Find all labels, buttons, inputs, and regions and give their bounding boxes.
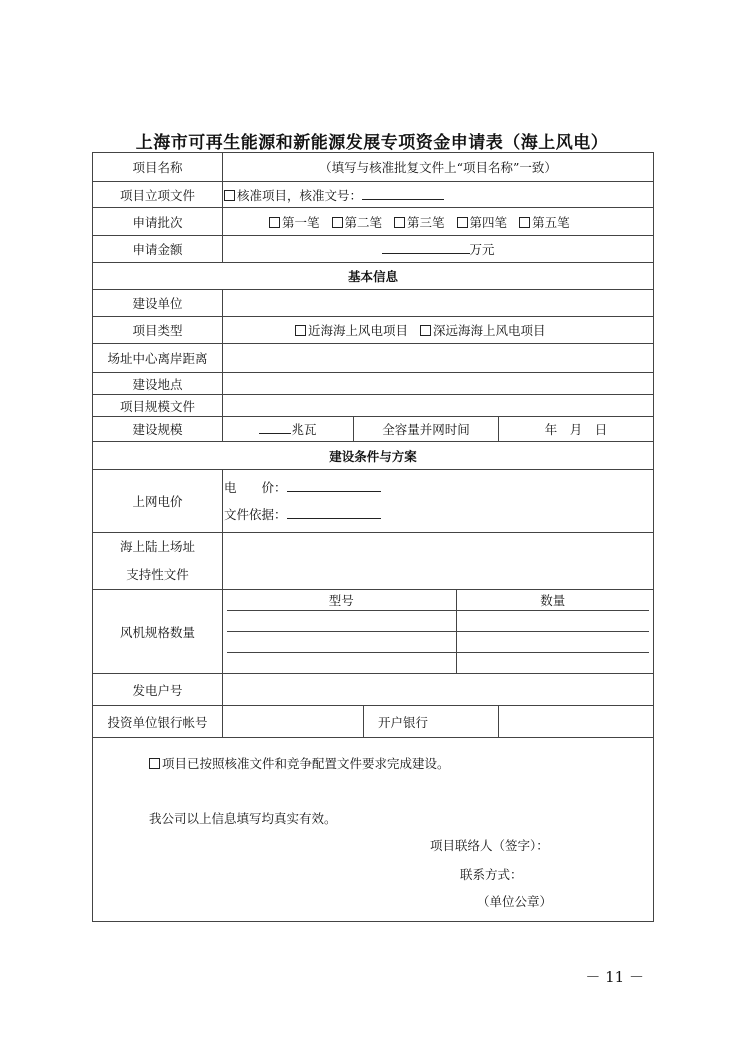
label-location: 建设地点 [93, 373, 223, 395]
section-conditions: 建设条件与方案 [93, 442, 654, 470]
batch-5-checkbox[interactable] [519, 217, 530, 228]
amount-field [223, 236, 654, 263]
project-type-options [223, 317, 654, 344]
row-distance [93, 344, 654, 373]
site-docs-line2: 支持性文件 [126, 567, 189, 582]
opening-bank-input[interactable] [499, 706, 654, 738]
row-approval-doc [93, 182, 654, 208]
scale-doc-input[interactable] [223, 395, 654, 417]
account-no-input[interactable] [223, 674, 654, 706]
label-amount: 申请金额 [93, 236, 223, 263]
nearshore-checkbox[interactable] [295, 325, 306, 336]
farshore-checkbox[interactable] [420, 325, 431, 336]
label-site-docs [93, 533, 223, 590]
label-project-type: 项目类型 [93, 317, 223, 344]
amount-unit: 万元 [469, 242, 495, 257]
statement-completed: 项目已按照核准文件和竞争配置文件要求完成建设。 [162, 756, 450, 771]
approval-number-input[interactable] [362, 187, 444, 200]
row-project-name [93, 153, 654, 182]
turbine-qty-input[interactable] [456, 611, 649, 632]
turbine-table-cell [223, 590, 654, 674]
col-qty-header: 数量 [456, 590, 649, 611]
price-input[interactable] [287, 479, 381, 492]
grid-date: 年 月 日 [544, 422, 608, 437]
basis-input[interactable] [287, 506, 381, 519]
batch-4-checkbox[interactable] [457, 217, 468, 228]
application-form [92, 152, 654, 922]
label-approval-doc: 项目立项文件 [93, 182, 223, 208]
row-turbines [93, 590, 654, 674]
row-project-type [93, 317, 654, 344]
statement-truthful: 我公司以上信息填写均真实有效。 [149, 811, 337, 826]
label-project-name: 项目名称 [93, 153, 223, 182]
row-section-conditions [93, 442, 654, 470]
label-scale: 建设规模 [93, 417, 223, 442]
builder-input[interactable] [223, 290, 654, 317]
completed-checkbox[interactable] [149, 758, 160, 769]
farshore-label: 深远海海上风电项目 [433, 323, 546, 338]
label-builder: 建设单位 [93, 290, 223, 317]
col-model-header: 型号 [227, 590, 456, 611]
label-bank-account: 投资单位银行帐号 [93, 706, 223, 738]
batch-2-label: 第二笔 [344, 214, 383, 230]
site-docs-input[interactable] [223, 533, 654, 590]
row-batch [93, 208, 654, 236]
batch-1-label: 第一笔 [282, 214, 320, 230]
batch-5-label: 第五笔 [532, 214, 570, 230]
turbine-table [227, 590, 649, 673]
site-docs-line1: 海上陆上场址 [119, 539, 195, 554]
batch-3-label: 第三笔 [407, 214, 445, 230]
turbine-qty-input[interactable] [456, 632, 649, 653]
approved-project-option: 核准项目，核准文号： [237, 187, 363, 203]
amount-input[interactable] [382, 241, 470, 254]
label-account-no: 发电户号 [93, 674, 223, 706]
price-label: 电 价： [224, 480, 287, 495]
capacity-input[interactable] [259, 421, 291, 434]
batch-1-checkbox[interactable] [269, 217, 280, 228]
batch-options [223, 208, 654, 236]
row-statement [93, 738, 654, 922]
label-scale-doc: 项目规模文件 [93, 395, 223, 417]
grid-date-input[interactable] [499, 417, 654, 442]
row-builder [93, 290, 654, 317]
row-section-basic [93, 263, 654, 290]
row-location [93, 373, 654, 395]
contact-method-label: 联系方式： [460, 867, 523, 882]
basis-label: 文件依据： [224, 507, 287, 522]
project-name-hint: （填写与核准批复文件上“项目名称”一致） [319, 160, 557, 175]
label-price: 上网电价 [93, 470, 223, 533]
project-name-field[interactable] [223, 153, 654, 182]
capacity-unit: 兆瓦 [291, 422, 317, 437]
statement-area [93, 738, 654, 922]
batch-2-checkbox[interactable] [332, 217, 343, 228]
batch-3-checkbox[interactable] [394, 217, 405, 228]
approved-project-checkbox[interactable] [224, 190, 235, 201]
label-batch: 申请批次 [93, 208, 223, 236]
row-site-docs [93, 533, 654, 590]
row-scale-doc [93, 395, 654, 417]
label-opening-bank: 开户银行 [364, 706, 499, 738]
page-number: － 11 － [585, 968, 644, 986]
label-distance: 场址中心离岸距离 [93, 344, 223, 373]
row-price [93, 470, 654, 533]
label-turbines: 风机规格数量 [93, 590, 223, 674]
turbine-model-input[interactable] [227, 632, 456, 653]
distance-input[interactable] [223, 344, 654, 373]
row-scale [93, 417, 654, 442]
bank-account-input[interactable] [223, 706, 364, 738]
label-grid-time: 全容量并网时间 [354, 417, 499, 442]
turbine-model-input[interactable] [227, 611, 456, 632]
seal-label: （单位公章） [477, 894, 553, 909]
section-basic-info: 基本信息 [93, 263, 654, 290]
row-bank [93, 706, 654, 738]
contact-signature-label: 项目联络人（签字）： [430, 838, 549, 853]
nearshore-label: 近海海上风电项目 [308, 323, 409, 338]
form-title: 上海市可再生能源和新能源发展专项资金申请表（海上风电） [135, 133, 609, 153]
row-account-no [93, 674, 654, 706]
location-input[interactable] [223, 373, 654, 395]
approval-doc-field [223, 182, 654, 208]
turbine-model-input[interactable] [227, 653, 456, 674]
row-amount [93, 236, 654, 263]
scale-field [223, 417, 354, 442]
turbine-qty-input[interactable] [456, 653, 649, 674]
price-field [223, 470, 654, 533]
batch-4-label: 第四笔 [469, 214, 508, 230]
